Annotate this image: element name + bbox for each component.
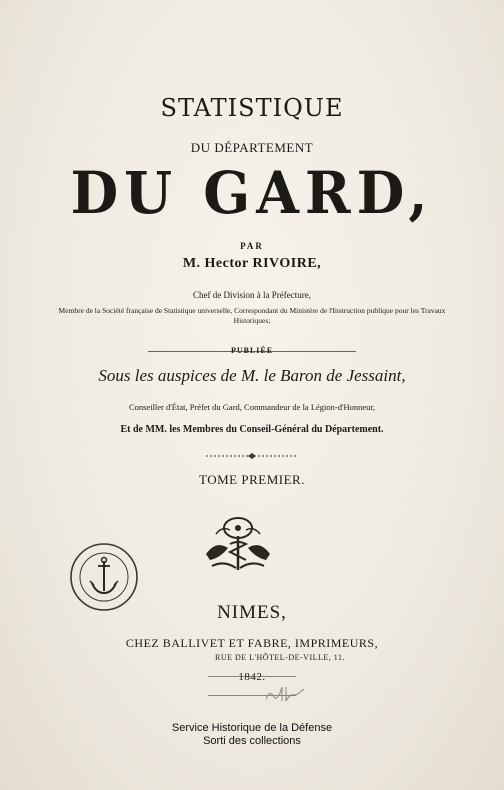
- title-line-2: DU DÉPARTEMENT: [190, 140, 314, 155]
- publisher-address: RUE DE L'HÔTEL-DE-VILLE, 11.: [214, 653, 345, 662]
- council-members: Et de MM. les Membres du Conseil-Général du Département.: [120, 424, 384, 435]
- auspices-details: Conseiller d'État, Préfet du Gard, Commandeur de la Légion-d'Honneur,: [128, 402, 376, 412]
- dotted-ornament-divider: [202, 452, 302, 460]
- library-line-2: Sorti des collections: [203, 735, 301, 747]
- printer-ornament-icon: [202, 514, 274, 576]
- library-line-1: Service Historique de la Défense: [171, 722, 333, 734]
- par-label: PAR: [240, 241, 264, 251]
- main-title: DU GARD,: [70, 158, 434, 227]
- publiee-label: PUBLIÉE: [230, 346, 274, 355]
- tome-label: TOME PREMIER.: [199, 472, 305, 487]
- auspices-line: Sous les auspices de M. le Baron de Jessaint,: [98, 366, 406, 385]
- title-line-1: STATISTIQUE: [160, 94, 344, 122]
- city-name: NIMES,: [217, 602, 287, 623]
- library-note: [30, 722, 474, 748]
- author-name: M. Hector RIVOIRE,: [182, 256, 322, 271]
- author-details: Membre de la Société française de Statistique universelle, Correspondant du Ministère de l'Instruction publique pour les Travaux Historiques;: [58, 306, 446, 325]
- author-role: Chef de Division à la Préfecture,: [193, 290, 311, 300]
- publisher-name: CHEZ BALLIVET ET FABRE, IMPRIMEURS,: [125, 636, 379, 650]
- publication-year: 1842.: [238, 671, 266, 683]
- handwritten-mark: [262, 683, 306, 705]
